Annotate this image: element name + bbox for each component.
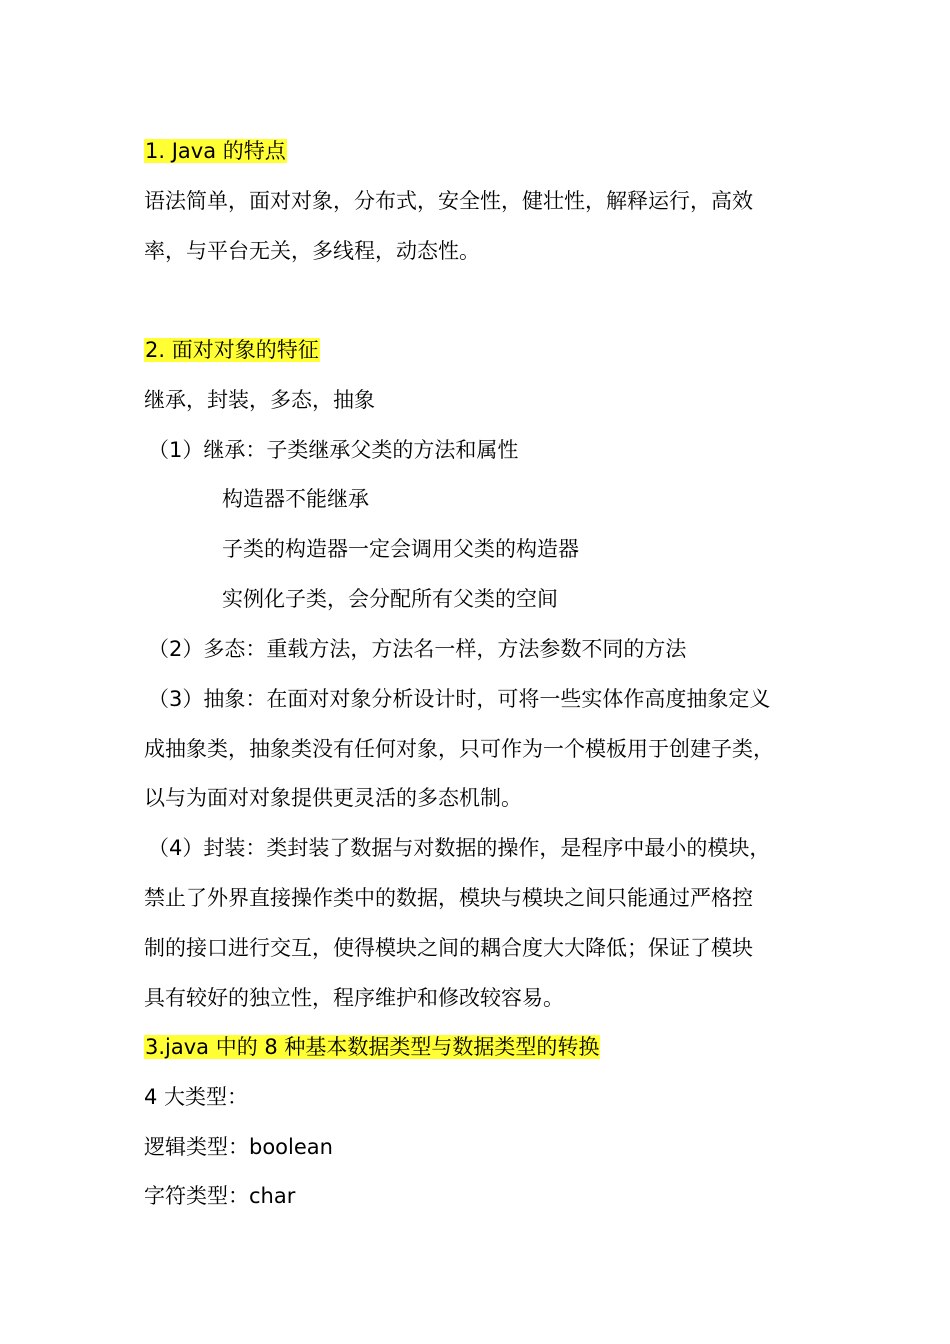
section-2-heading-line <box>144 335 320 365</box>
section-2-item-1-sub-1: 构造器不能继承 <box>222 487 369 511</box>
section-1-text-line-1: 语法简单，面对对象，分布式，安全性，健壮性，解释运行，高效 <box>144 189 753 213</box>
section-3-heading-line <box>144 1032 600 1062</box>
section-2-item-1-sub-3: 实例化子类，会分配所有父类的空间 <box>222 587 558 611</box>
section-2-intro: 继承，封装，多态，抽象 <box>144 388 375 412</box>
section-1-heading: 1. Java 的特点 <box>145 139 286 163</box>
section-2-item-3-line-2: 成抽象类，抽象类没有任何对象，只可作为一个模板用于创建子类， <box>144 737 774 761</box>
section-2-item-4-line-2: 禁止了外界直接操作类中的数据，模块与模块之间只能通过严格控 <box>144 886 753 910</box>
section-1-text-line-2: 率，与平台无关，多线程，动态性。 <box>144 239 480 263</box>
section-2-item-1: （1）继承：子类继承父类的方法和属性 <box>148 438 519 462</box>
section-2-item-4-line-4: 具有较好的独立性，程序维护和修改较容易。 <box>144 986 564 1010</box>
section-2-item-3-line-1: （3）抽象：在面对对象分析设计时，可将一些实体作高度抽象定义 <box>148 687 771 711</box>
section-3-text-line-2: 逻辑类型：boolean <box>144 1135 333 1159</box>
section-2-item-2: （2）多态：重载方法，方法名一样，方法参数不同的方法 <box>148 637 687 661</box>
section-3-text-line-3: 字符类型：char <box>144 1184 296 1208</box>
section-2-item-3-line-3: 以与为面对对象提供更灵活的多态机制。 <box>144 786 522 810</box>
section-2-item-1-sub-2: 子类的构造器一定会调用父类的构造器 <box>222 537 579 561</box>
section-3-heading: 3.java 中的 8 种基本数据类型与数据类型的转换 <box>145 1035 600 1059</box>
section-2-item-4-line-1: （4）封装：类封装了数据与对数据的操作，是程序中最小的模块， <box>148 836 771 860</box>
section-3-text-line-1: 4 大类型： <box>144 1085 249 1109</box>
section-2-item-4-line-3: 制的接口进行交互，使得模块之间的耦合度大大降低；保证了模块 <box>144 936 753 960</box>
section-2-heading: 2. 面对对象的特征 <box>145 338 319 362</box>
section-1-heading-line <box>144 136 287 166</box>
